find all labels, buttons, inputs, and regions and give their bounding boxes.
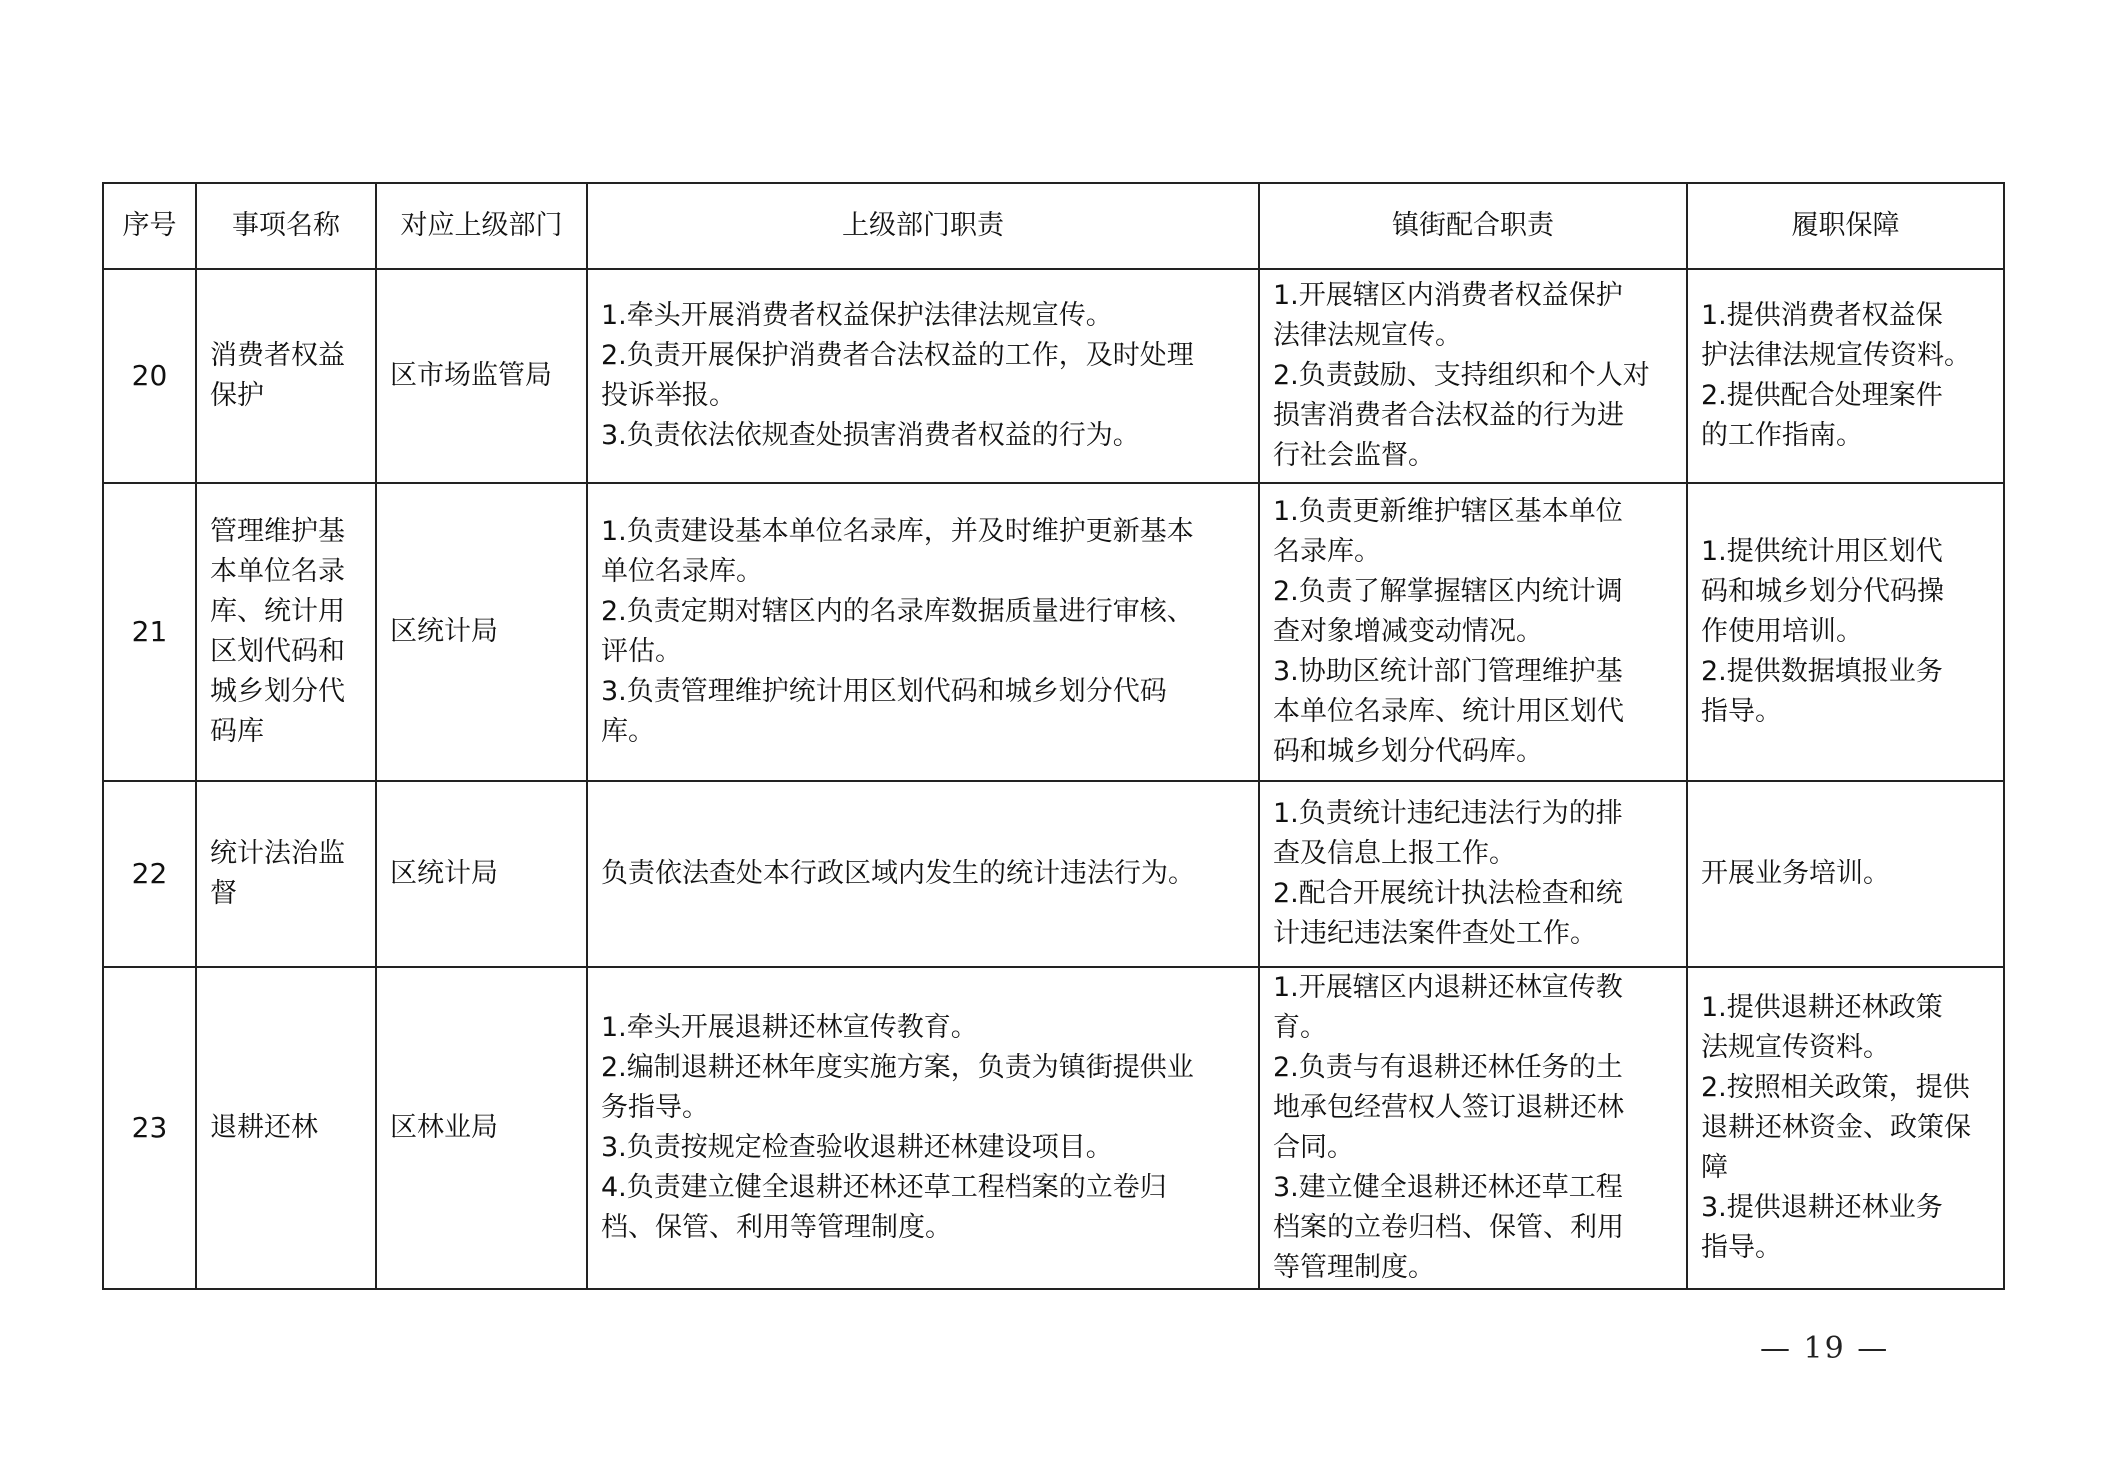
superior-duty-line: 1.牵头开展消费者权益保护法律法规宣传。 — [601, 300, 1113, 331]
guarantee-line: 作使用培训。 — [1701, 616, 1863, 647]
town-duty-line: 等管理制度。 — [1273, 1252, 1435, 1283]
superior-department-cell: 区统计局 — [376, 483, 587, 781]
town-duty-line: 损害消费者合法权益的行为进 — [1273, 400, 1624, 431]
guarantee-line: 障 — [1701, 1152, 1728, 1183]
serial-number-cell: 20 — [103, 269, 196, 483]
guarantee-line: 护法律法规宣传资料。 — [1701, 340, 1971, 371]
town-duty-line: 1.负责统计违纪违法行为的排 — [1273, 798, 1623, 829]
guarantee-cell — [1687, 967, 2004, 1289]
guarantee-line: 法规宣传资料。 — [1701, 1032, 1890, 1063]
header-item-name: 事项名称 — [196, 183, 376, 269]
guarantee-line: 1.提供统计用区划代 — [1701, 536, 1943, 567]
superior-duties-cell — [587, 483, 1259, 781]
table-row — [103, 483, 2004, 781]
guarantee-line: 2.提供配合处理案件 — [1701, 380, 1943, 411]
town-duty-line: 2.负责鼓励、支持组织和个人对 — [1273, 360, 1650, 391]
table-header-row — [103, 183, 2004, 269]
town-duty-line: 2.负责了解掌握辖区内统计调 — [1273, 576, 1623, 607]
guarantee-line: 指导。 — [1701, 1232, 1782, 1263]
item-name-line: 保护 — [210, 380, 264, 411]
superior-duties-cell — [587, 967, 1259, 1289]
town-duty-line: 本单位名录库、统计用区划代 — [1273, 696, 1624, 727]
superior-duty-line: 投诉举报。 — [601, 380, 736, 411]
town-duty-line: 3.建立健全退耕还林还草工程 — [1273, 1172, 1623, 1203]
superior-duty-line: 负责依法查处本行政区域内发生的统计违法行为。 — [601, 858, 1195, 889]
town-duty-line: 档案的立卷归档、保管、利用 — [1273, 1212, 1624, 1243]
item-name-line: 库、统计用 — [210, 596, 345, 627]
superior-duty-line: 评估。 — [601, 636, 682, 667]
superior-duty-line: 1.负责建设基本单位名录库，并及时维护更新基本 — [601, 516, 1194, 547]
guarantee-line: 2.提供数据填报业务 — [1701, 656, 1943, 687]
town-duty-line: 法律法规宣传。 — [1273, 320, 1462, 351]
town-duty-line: 2.配合开展统计执法检查和统 — [1273, 878, 1623, 909]
superior-duty-line: 档、保管、利用等管理制度。 — [601, 1212, 952, 1243]
item-name-line: 退耕还林 — [210, 1112, 318, 1143]
item-name-cell — [196, 269, 376, 483]
superior-duty-line: 3.负责管理维护统计用区划代码和城乡划分代码 — [601, 676, 1167, 707]
town-duty-line: 名录库。 — [1273, 536, 1381, 567]
superior-duty-line: 4.负责建立健全退耕还林还草工程档案的立卷归 — [601, 1172, 1167, 1203]
serial-number-cell: 21 — [103, 483, 196, 781]
guarantee-line: 3.提供退耕还林业务 — [1701, 1192, 1943, 1223]
town-duty-line: 1.开展辖区内退耕还林宣传教 — [1273, 972, 1623, 1003]
town-duty-line: 1.开展辖区内消费者权益保护 — [1273, 280, 1623, 311]
table-row — [103, 967, 2004, 1289]
town-duty-line: 查对象增减变动情况。 — [1273, 616, 1543, 647]
town-duty-line: 码和城乡划分代码库。 — [1273, 736, 1543, 767]
header-serial-number: 序号 — [103, 183, 196, 269]
town-duty-line: 合同。 — [1273, 1132, 1354, 1163]
page-number: — 19 — — [1760, 1331, 1890, 1366]
item-name-cell — [196, 781, 376, 967]
guarantee-line: 指导。 — [1701, 696, 1782, 727]
item-name-cell — [196, 483, 376, 781]
serial-number-cell: 23 — [103, 967, 196, 1289]
item-name-line: 区划代码和 — [210, 636, 345, 667]
guarantee-line: 2.按照相关政策，提供 — [1701, 1072, 1970, 1103]
town-duty-line: 育。 — [1273, 1012, 1327, 1043]
superior-duties-cell — [587, 781, 1259, 967]
item-name-line: 城乡划分代 — [210, 676, 345, 707]
superior-duty-line: 单位名录库。 — [601, 556, 763, 587]
table-row — [103, 269, 2004, 483]
town-duty-line: 3.协助区统计部门管理维护基 — [1273, 656, 1623, 687]
guarantee-line: 1.提供退耕还林政策 — [1701, 992, 1943, 1023]
header-town-duties: 镇街配合职责 — [1259, 183, 1687, 269]
item-name-line: 管理维护基 — [210, 516, 345, 547]
superior-duties-cell — [587, 269, 1259, 483]
guarantee-cell — [1687, 269, 2004, 483]
item-name-cell — [196, 967, 376, 1289]
item-name-line: 消费者权益 — [210, 340, 345, 371]
guarantee-line: 退耕还林资金、政策保 — [1701, 1112, 1971, 1143]
header-performance-guarantee: 履职保障 — [1687, 183, 2004, 269]
town-duty-line: 行社会监督。 — [1273, 440, 1435, 471]
superior-duty-line: 2.负责定期对辖区内的名录库数据质量进行审核、 — [601, 596, 1194, 627]
superior-department-cell: 区林业局 — [376, 967, 587, 1289]
table-row — [103, 781, 2004, 967]
town-duty-line: 1.负责更新维护辖区基本单位 — [1273, 496, 1623, 527]
item-name-line: 本单位名录 — [210, 556, 345, 587]
serial-number-cell: 22 — [103, 781, 196, 967]
superior-department-cell: 区统计局 — [376, 781, 587, 967]
town-duties-cell — [1259, 269, 1687, 483]
superior-duty-line: 1.牵头开展退耕还林宣传教育。 — [601, 1012, 978, 1043]
header-superior-duties: 上级部门职责 — [587, 183, 1259, 269]
guarantee-line: 的工作指南。 — [1701, 420, 1863, 451]
guarantee-cell — [1687, 781, 2004, 967]
town-duty-line: 地承包经营权人签订退耕还林 — [1273, 1092, 1624, 1123]
guarantee-line: 开展业务培训。 — [1701, 858, 1890, 889]
town-duty-line: 计违纪违法案件查处工作。 — [1273, 918, 1597, 949]
guarantee-line: 码和城乡划分代码操 — [1701, 576, 1944, 607]
superior-duty-line: 3.负责按规定检查验收退耕还林建设项目。 — [601, 1132, 1113, 1163]
guarantee-cell — [1687, 483, 2004, 781]
superior-duty-line: 2.负责开展保护消费者合法权益的工作，及时处理 — [601, 340, 1194, 371]
town-duty-line: 2.负责与有退耕还林任务的土 — [1273, 1052, 1623, 1083]
superior-duty-line: 库。 — [601, 716, 655, 747]
town-duties-cell — [1259, 483, 1687, 781]
superior-duty-line: 务指导。 — [601, 1092, 709, 1123]
header-superior-department: 对应上级部门 — [376, 183, 587, 269]
item-name-line: 码库 — [210, 716, 264, 747]
item-name-line: 统计法治监 — [210, 838, 345, 869]
superior-duty-line: 3.负责依法依规查处损害消费者权益的行为。 — [601, 420, 1140, 451]
superior-duty-line: 2.编制退耕还林年度实施方案，负责为镇街提供业 — [601, 1052, 1194, 1083]
item-name-line: 督 — [210, 878, 237, 909]
town-duty-line: 查及信息上报工作。 — [1273, 838, 1516, 869]
town-duties-cell — [1259, 781, 1687, 967]
guarantee-line: 1.提供消费者权益保 — [1701, 300, 1943, 331]
town-duties-cell — [1259, 967, 1687, 1289]
superior-department-cell: 区市场监管局 — [376, 269, 587, 483]
duty-table — [102, 182, 2005, 1290]
